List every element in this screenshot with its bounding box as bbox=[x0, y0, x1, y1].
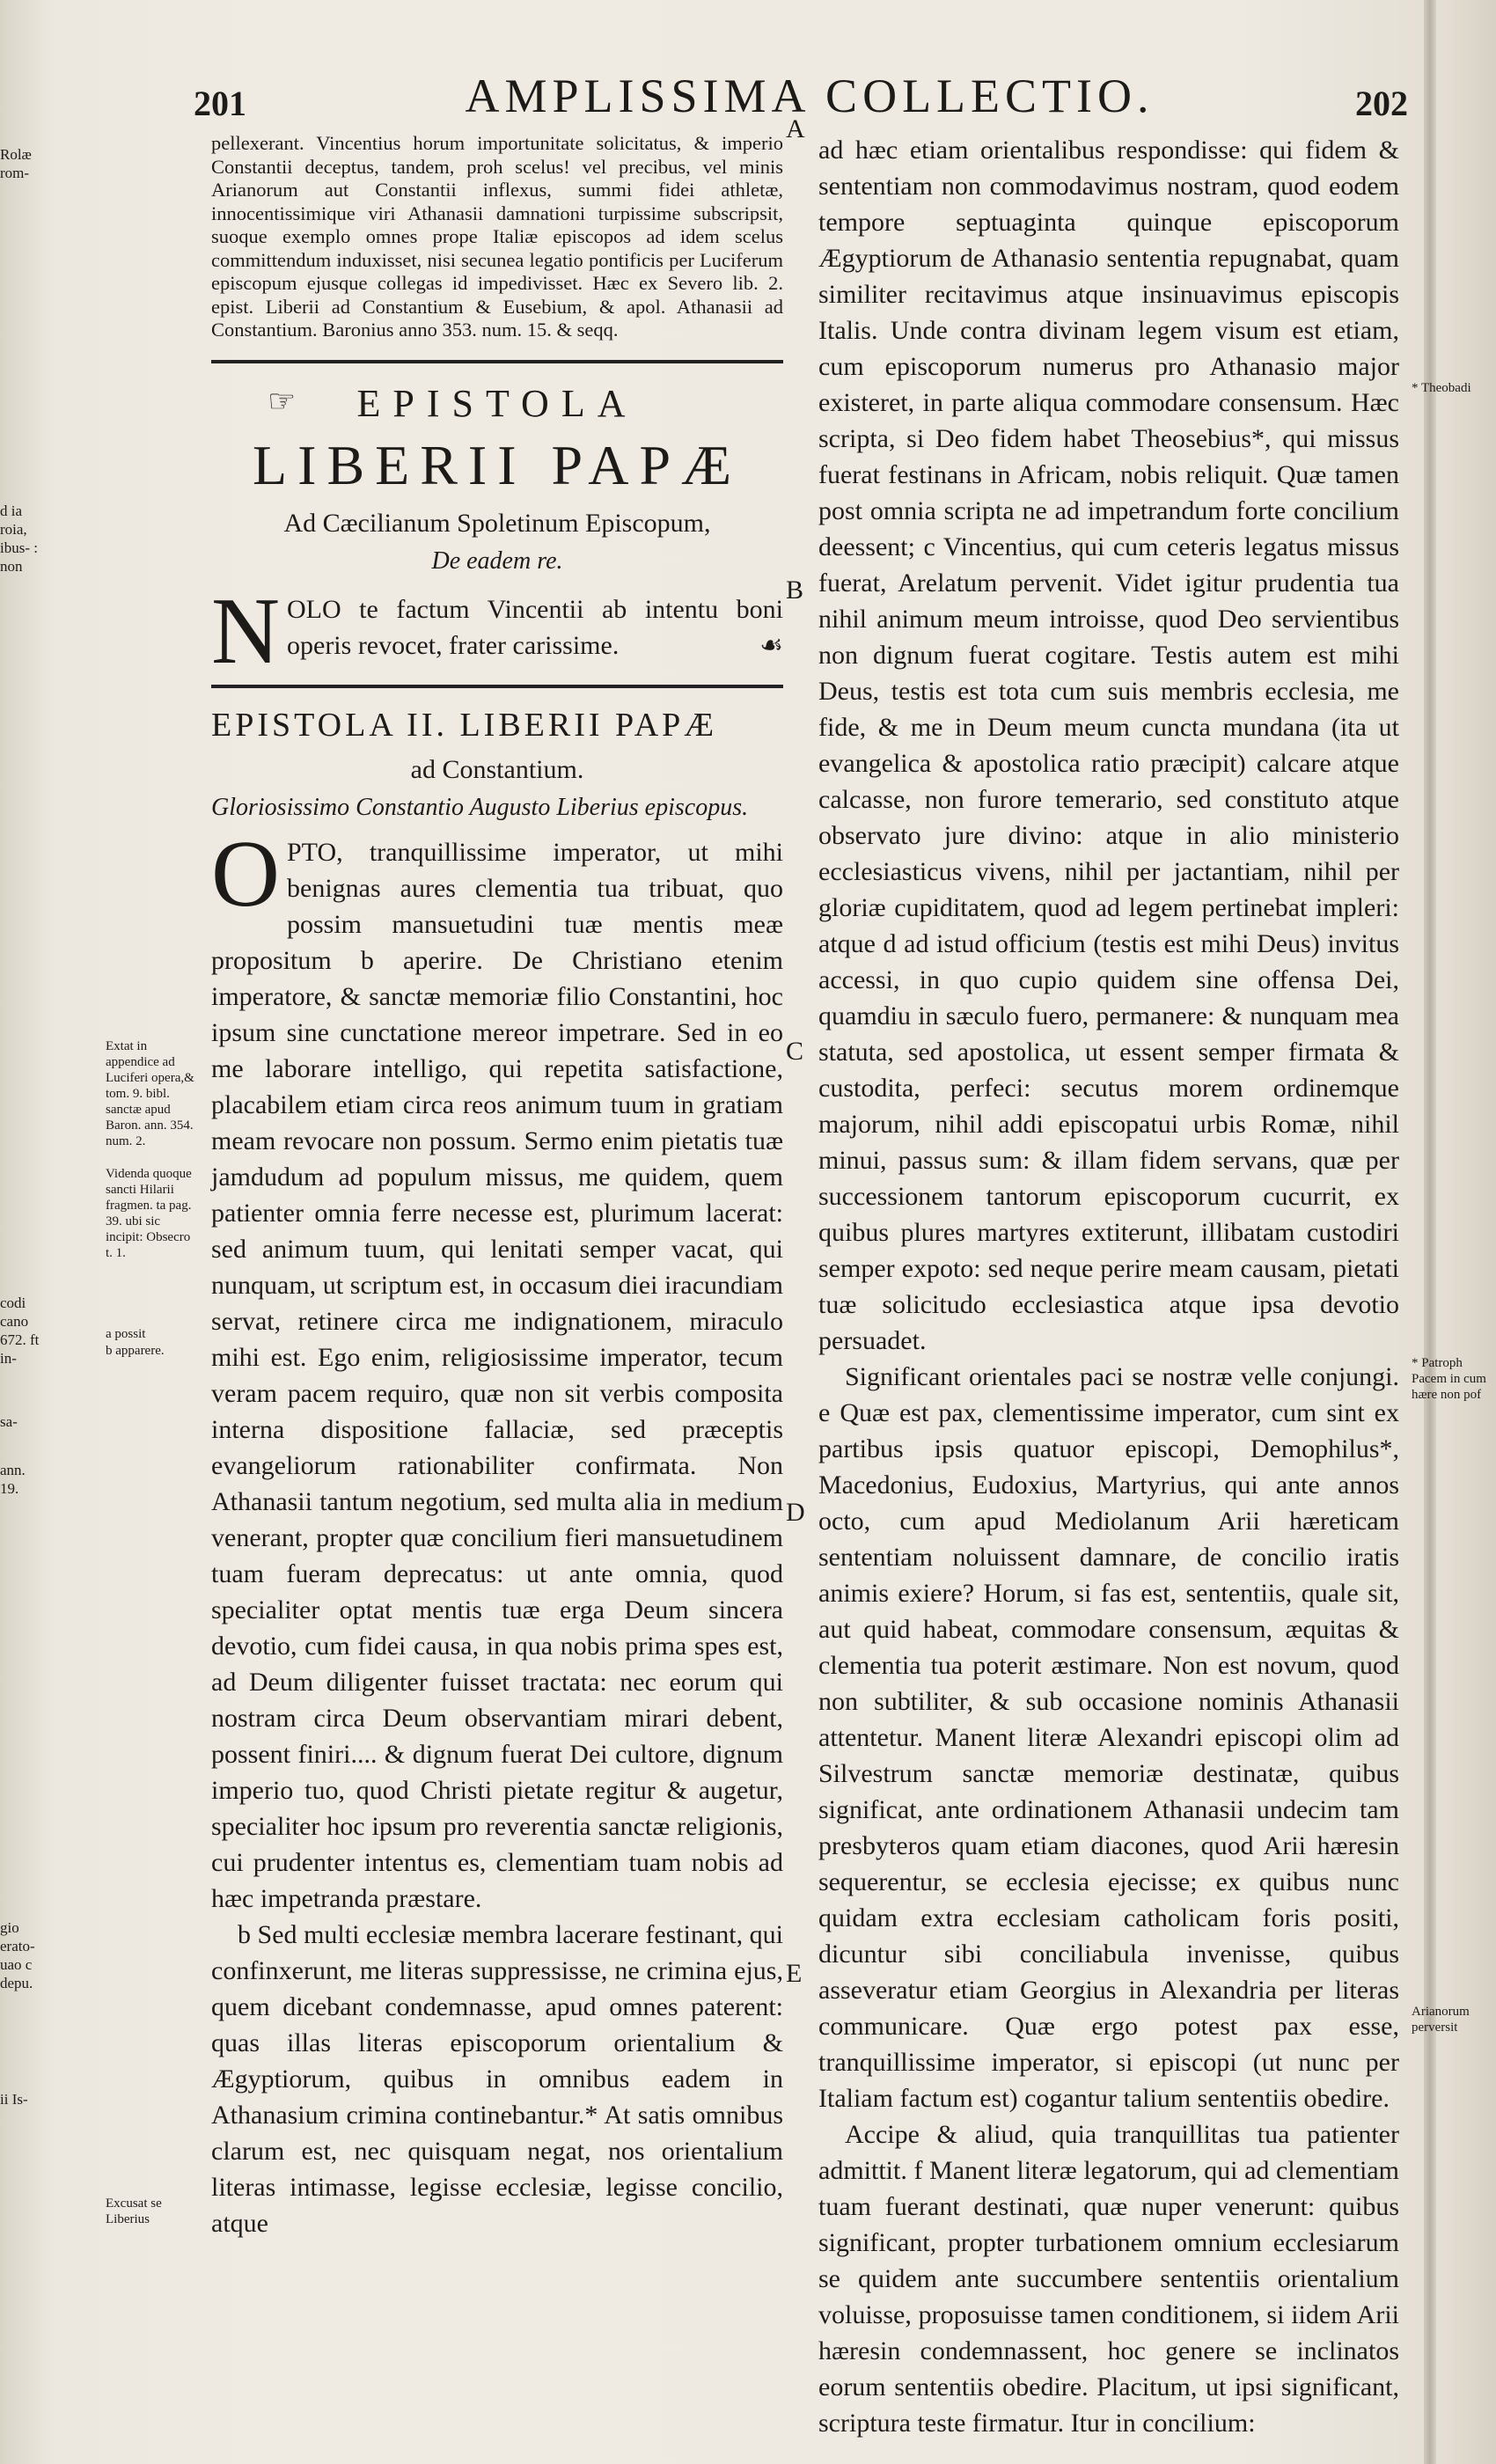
section-letter-a: A bbox=[786, 114, 805, 143]
page-number-left: 201 bbox=[194, 84, 246, 123]
right-paragraph-3: Accipe & aliud, quia tranquillitas tua patienter admittit. f Manent literæ legatorum, qui ad clementiam tuam fuerant destinati, quæ nuper venerunt: quibus significant, propter turbationem omnium ecclesiarum se quidem ante succumbere sententiis orientalium voluisse, proposuisse tamen conditionem, si iidem Arii hæresin condemnassent, hoc genere se inclinatos eorum sententiis obedire. Placitum, ut ipsi significant, scriptura teste firmatur. Itur in concilium: bbox=[818, 2120, 1399, 2438]
section-letter-d: D bbox=[786, 1498, 805, 1527]
fragment-1: Rolæ rom- bbox=[0, 146, 32, 181]
pointing-hand-icon: ☞ bbox=[268, 383, 309, 419]
page-number-right: 202 bbox=[1355, 84, 1408, 123]
right-paragraph-2: Significant orientales paci se nostræ velle conjungi. e Quæ est pax, clementissime imperator, cum sint ex partibus ipsis quatuor episcopi, Demophilus*, Macedonius, Eudoxius, Martyrius, qui ante annos octo, cum apud Mediolanum Arii hæreticam sententiam noluissent damnare, de concilio iratis animis exiere? Horum, si fas est, sententiis, quale sit, aut quid habeat, commodare consensum, æquitas & clementia tua poterit æstimare. Non est novum, quod non subtiliter, & sub occasione nominis Athanasii attentetur. Manent literæ Alexandri episcopi olim ad Silvestrum sanctæ memoriæ destinatæ, quibus significat, ante ordinationem Athanasii undecim tam presbyteros quam etiam diacones, quod Arii hæresin sequerentur, se ecclesia ejecisse; ex quibus nunc quidam extra ecclesiam catholicam foris positi, dicuntur sibi conciliabula invenisse, quibus asseveratur etiam Georgius in Alexandria per literas communicare. Quæ ergo potest pax esse, tranquillissime imperator, si episcopi (ut nunc per Italiam factum est) cogantur talium sententiis obedire. bbox=[818, 1362, 1399, 2113]
epistola-1-text bbox=[211, 578, 783, 684]
fragment-2: d ia roia, ibus- : non bbox=[0, 502, 38, 575]
section-letter-b: B bbox=[786, 576, 804, 605]
margin-note-theobadi: * Theobadi bbox=[1412, 381, 1471, 395]
fragment-6: gio erato- uao c depu. bbox=[0, 1919, 35, 1991]
fragment-5: ann. 19. bbox=[0, 1462, 26, 1497]
epistola-2-salutation: Gloriosissimo Constantio Augusto Liberius episcopus. bbox=[211, 793, 749, 821]
margin-note-excusat: Excusat se Liberius bbox=[106, 2196, 162, 2226]
epistola-heading bbox=[211, 381, 783, 426]
addressee-heading: Ad Cæcilianum Spoletinum Episcopum, bbox=[283, 508, 711, 538]
right-column bbox=[818, 132, 1399, 2441]
section-letter-e: E bbox=[786, 1959, 803, 1988]
dropcap-n: N bbox=[211, 578, 280, 684]
section-rule bbox=[211, 360, 783, 363]
margin-note-variant-b: b apparere. bbox=[106, 1344, 165, 1358]
right-paragraph-1: ad hæc etiam orientalibus respondisse: qui fidem & sententiam non commodavimus nostram, quod eodem tempore septuaginta quinque episcoporum Ægyptiorum de Athanasio sententia repugnabat, quam similiter recitavimus atque insinuavimus episcopis Italis. Unde contra divinam legem visum est etiam, cum episcoporum numerus pro Athanasio major existeret, in parte aliqua commodare consensum. Hæc scripta, si Deo fidem habet Theosebius*, qui missus fuerat festinans in Africam, nobis reliquit. Quæ tamen post omnia scripta ne ad impetrandum forte concilium deessent; c Vincentius, qui cum ceteris legatus missus fuerat, Arelatum pervenit. Videt igitur prudentia tua nihil animum meum introisse, quod Deo servientibus non dignum fuerat cogitare. Testis autem est mihi Deus, testis est tota cum suis membris ecclesia, me fide, & me in Deum meum cuncta mundana (ita ut evangelica & apostolica ratio præcipit) calcare atque calcasse, non furore temerario, sed constituto atque observato jure divino: atque in alio ministerio ecclesiasticus vivens, nihil per jactantiam, nihil per gloriæ cupiditatem, quod ad legem pertinebat impleri: atque d ad istud officium (testis est mihi Deus) invitus accessi, in quo cupio quidem sine offensa Dei, quamdiu in sæculo fuero, permanere: & nunquam mea statuta, sed apostolica, ut essent semper firmata & custodita, perfeci: secutus morem ordinemque majorum, nihil addi episcopatui urbis Romæ, nihil minui, passus sum: & illam fidem servans, quæ per successionem tantorum episcoporum cucurrit, ex quibus plures martyres extiterunt, illibatam custodiri semper expoto: sed neque perire meam causam, pietati tuæ solicitudo ecclesiastica atque ipsa devotio persuadet. bbox=[818, 136, 1399, 1355]
margin-note-patroph: * Patroph Pacem in cum hære non pof bbox=[1412, 1356, 1486, 1402]
margin-note-source: Extat in appendice ad Luciferi opera,& tom. 9. bibl. sanctæ apud Baron. ann. 354. num. 2. bbox=[106, 1039, 194, 1148]
epistola-2-paragraph-1 bbox=[211, 821, 783, 1917]
margin-note-variant-a: a possit bbox=[106, 1327, 146, 1341]
left-column bbox=[211, 132, 783, 2241]
subject-heading: De eadem re. bbox=[431, 546, 563, 575]
epistola-2-addressee: ad Constantium. bbox=[410, 754, 584, 784]
epistola-2-heading: EPISTOLA II. LIBERII PAPÆ bbox=[211, 706, 718, 744]
epistola-heading-text: EPISTOLA bbox=[356, 381, 638, 425]
epistola-2-paragraph-2: b Sed multi ecclesiæ membra lacerare festinant, qui confinxerunt, me literas suppressisse, ne crimina ejus, quem dicebant condemnasse, apud omnes paterent: quas illas literas episcoporum orientalium & Ægyptiorum, quibus in omnibus eadem in Athanasium crimina continebantur.* At satis omnibus clarum est, nec quisquam negat, nos orientalium literas intimasse, legisse ecclesiæ, legisse concilio, atque bbox=[211, 1919, 783, 2238]
section-rule-2 bbox=[211, 685, 783, 688]
margin-note-arianorum: Arianorum perversit bbox=[1412, 2005, 1470, 2035]
book-spine bbox=[1424, 0, 1436, 2464]
section-letter-c: C bbox=[786, 1037, 804, 1066]
fragment-4: sa- bbox=[0, 1413, 18, 1430]
flourish-icon: ☙ bbox=[759, 630, 783, 660]
liberii-papae-heading: LIBERII PAPÆ bbox=[253, 433, 742, 496]
epistola-2-p1-body: PTO, tranquillissime imperator, ut mihi benignas aures clementia tua tribuat, quo possim mansuetudini tuæ mentis meæ propositum b aperire. De Christiano etenim imperatore, & sanctæ memoriæ filio Constantini, hoc ipsum sine cunctatione mereor impetrare. Sed in eo me laborare intelligo, qui repetita satisfactione, placabilem etiam circa reos animum tuum in gratiam meam revocare non possum. Sermo enim pietatis tuæ jamdudum ad populum missus, me quidem, quem patienter omnia ferre necesse est, plurimum lacerat: sed animum tuum, qui lenitati semper vacat, qui nunquam, ut scriptum est, in occasum diei iracundiam servat, retinere circa me indignationem, miraculo mihi est. Ego enim, religiosissime imperator, tecum veram pacem requiro, quæ non sit verbis composita interna dispositione fallaciæ, sed præceptis evangeliorum rationabiliter confirmata. Non Athanasii tantum negotium, sed multa alia in medium venerant, propter quæ concilium fieri mansuetudinem tuam fueram deprecatus: ut ante omnia, quod specialiter optat mentis tuæ erga Deum sincera devotio, cum fidei causa, in qua nobis prima spes est, ad Deum diligenter fuisset tractata: nec eorum qui nostram circa Deum observantiam mirari debent, possent finiri.... & dignum fuerat Dei cultore, dignum imperio tuo, quod Christi pietate regitur & augetur, specialiter hoc ipsum pro reverentia sanctæ religionis, cui prudenter intentus es, clementiam tuam nobis ad hæc impetranda præstare. bbox=[211, 837, 783, 1913]
fragment-3: codi cano 672. ft in- bbox=[0, 1294, 40, 1367]
intro-paragraph: pellexerant. Vincentius horum importunitate solicitatus, & imperio Constantii deceptus, tandem, proh scelus! vel precibus, vel minis Arianorum aut Constantii inflexus, summi fidei athletæ, innocentissimique viri Athanasii damnationi turpissime subscripsit, suoque exemplo omnes prope Italiæ episcopos ad idem scelus committendum induxisset, nisi secunea legatio pontificis per Luciferum episcopum ejusque collegas id impedivisset. Hæc ex Severo lib. 2. epist. Liberii ad Constantium & Eusebium, & apol. Athanasii ad Constantium. Baronius anno 353. num. 15. & seqq. bbox=[211, 132, 783, 341]
dropcap-o: O bbox=[211, 821, 280, 927]
epistola-1-body: OLO te factum Vincentii ab intentu boni operis revocet, frater carissime. bbox=[287, 594, 783, 660]
running-title: AMPLISSIMA COLLECTIO. bbox=[465, 70, 1155, 122]
margin-note-hilarius: Videnda quoque sancti Hilarii fragmen. ta pag. 39. ubi sic incipit: Obsecro t. 1. bbox=[106, 1167, 192, 1260]
fragment-7: ii Is- bbox=[0, 2091, 28, 2108]
